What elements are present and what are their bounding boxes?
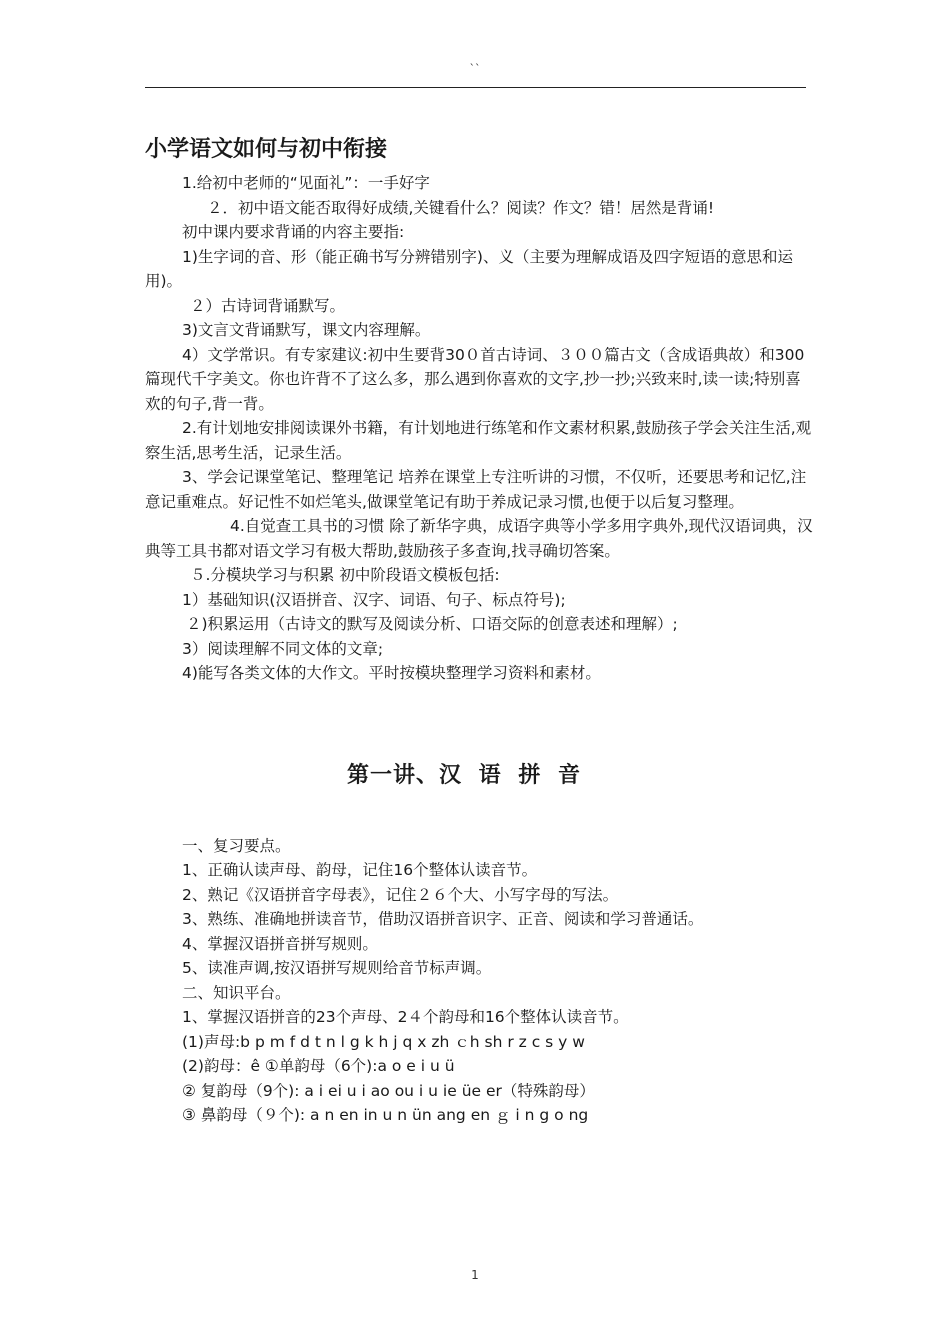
lecture-title: 第一讲、汉 语 拼 音 [347, 762, 581, 788]
paragraph: ２）古诗词背诵默写。 [190, 296, 346, 315]
page-number: 1 [471, 1268, 479, 1282]
lecture-line: 一、复习要点。 [182, 836, 291, 855]
page-header-mark: `` [469, 62, 481, 75]
paragraph: 1）基础知识(汉语拼音、汉字、词语、句子、标点符号); [182, 590, 566, 609]
lecture-line: 二、知识平台。 [182, 983, 291, 1002]
paragraph: 4)能写各类文体的大作文。平时按模块整理学习资料和素材。 [182, 664, 601, 682]
paragraph: 1.给初中老师的“见面礼”：一手好字 [182, 174, 430, 192]
paragraph: 4）文学常识。有专家建议:初中生要背30０首古诗词、３００篇古文（含成语典故）和300篇现代千字美文。你也许背不了这么多，那么遇到你喜欢的文字,抄一抄;兴致来时,读一读;特别喜欢的句子,背一背。 [145, 345, 805, 413]
lecture-line: 1、正确认读声母、韵母，记住16个整体认读音节。 [182, 861, 538, 879]
finals-line: (2)韵母：ê ①单韵母（6个):a o e i u ü [182, 1057, 455, 1075]
compound-finals-line: ② 复韵母（9个): a i ei u i ao ou i u ie üe er（特殊韵母） [182, 1081, 595, 1100]
lecture-line: 1、掌握汉语拼音的23个声母、2４个韵母和16个整体认读音节。 [182, 1008, 629, 1026]
lecture-line: 5、读准声调,按汉语拼写规则给音节标声调。 [182, 959, 492, 977]
paragraph: 4.自觉查工具书的习惯 除了新华字典，成语字典等小学多用字典外,现代汉语词典，汉典等工具书都对语文学习有极大帮助,鼓励孩子多查询,找寻确切答案。 [145, 517, 813, 560]
header-rule [145, 87, 806, 88]
lecture-line: 3、熟练、准确地拼读音节，借助汉语拼音识字、正音、阅读和学习普通话。 [182, 910, 704, 928]
paragraph: ５.分模块学习与积累 初中阶段语文模板包括: [190, 566, 500, 584]
lecture-line: 2、熟记《汉语拼音字母表》，记住２６个大、小写字母的写法。 [182, 885, 619, 904]
paragraph: 3）阅读理解不同文体的文章; [182, 639, 384, 658]
document-body [145, 132, 813, 1128]
paragraph: ２)积累运用（古诗文的默写及阅读分析、口语交际的创意表述和理解）; [186, 615, 678, 633]
lecture-line: 4、掌握汉语拼音拼写规则。 [182, 934, 378, 953]
paragraph: 3、学会记课堂笔记、整理笔记 培养在课堂上专注听讲的习惯，不仅听，还要思考和记忆,注意记重难点。好记性不如烂笔头,做课堂笔记有助于养成记录习惯,也便于以后复习整理。 [145, 468, 807, 511]
document-title: 小学语文如何与初中衔接 [145, 137, 388, 162]
paragraph: 2.有计划地安排阅读课外书籍，有计划地进行练笔和作文素材积累,鼓励孩子学会关注生活,观察生活,思考生活，记录生活。 [145, 419, 812, 462]
paragraph: 初中课内要求背诵的内容主要指: [182, 223, 405, 241]
nasal-finals-line: ③ 鼻韵母（９个): a n en in u n ün ang en ｇ i n g o ng [182, 1106, 589, 1124]
paragraph: 1)生字词的音、形（能正确书写分辨错别字)、义（主要为理解成语及四字短语的意思和运用)。 [145, 247, 793, 290]
initials-line: (1)声母:b p m f d t n l g k h j q x zh ｃh sh r z c s y w [182, 1032, 585, 1051]
paragraph: ２．初中语文能否取得好成绩,关键看什么？阅读？作文？错！居然是背诵! [207, 198, 715, 217]
paragraph: 3)文言文背诵默写，课文内容理解。 [182, 321, 431, 339]
